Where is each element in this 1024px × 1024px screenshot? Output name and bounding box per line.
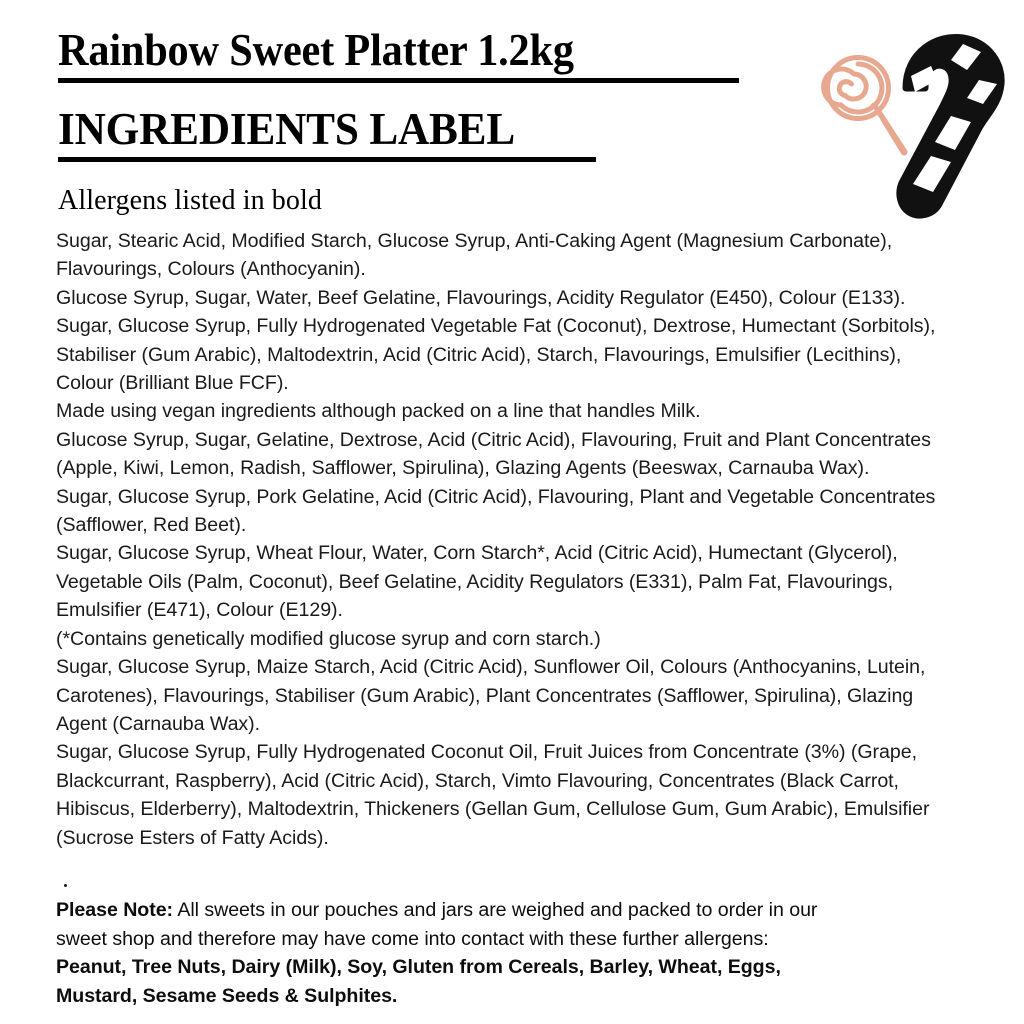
- candy-cane-icon: [900, 37, 1001, 215]
- section-title: INGREDIENTS LABEL: [58, 103, 515, 154]
- ingredient-line: (Apple, Kiwi, Lemon, Radish, Safflower, Spirulina), Glazing Agents (Beeswax, Carnauba Wax).: [56, 457, 870, 480]
- candy-artwork: [811, 22, 1016, 227]
- ingredient-line: (Sucrose Esters of Fatty Acids).: [56, 826, 329, 849]
- lollipop-icon: [824, 58, 904, 155]
- ingredients-text-block: [56, 227, 1000, 852]
- ingredient-line: Sugar, Glucose Syrup, Fully Hydrogenated Coconut Oil, Fruit Juices from Concentrate (3%) (Grape,: [56, 741, 917, 764]
- please-note-body-1: All sweets in our pouches and jars are weighed and packed to order in our: [173, 899, 818, 921]
- please-note-line-1: [56, 896, 1000, 925]
- ingredient-line: Sugar, Glucose Syrup, Pork Gelatine, Acid (Citric Acid), Flavouring, Plant and Vegetable Concentrates: [56, 485, 936, 508]
- allergen-notice-subtitle: Allergens listed in bold: [58, 185, 322, 216]
- page-title: Rainbow Sweet Platter 1.2kg: [58, 25, 574, 75]
- title-underline-primary: [58, 78, 739, 83]
- title-underline-secondary: [58, 157, 596, 162]
- ingredient-line: Flavourings, Colours (Anthocyanin).: [56, 258, 366, 281]
- ingredient-line: Sugar, Glucose Syrup, Fully Hydrogenated Vegetable Fat (Coconut), Dextrose, Humectant (Sorbitols),: [56, 315, 936, 338]
- ingredient-line: Blackcurrant, Raspberry), Acid (Citric Acid), Starch, Vimto Flavouring, Concentrates (Black Carrot,: [56, 769, 899, 792]
- label-header: [58, 24, 798, 218]
- ingredient-line: (Safflower, Red Beet).: [56, 514, 247, 537]
- ingredient-line: Hibiscus, Elderberry), Maltodextrin, Thickeners (Gellan Gum, Cellulose Gum, Gum Arabic), Emulsifier: [56, 798, 930, 821]
- ingredient-line: Glucose Syrup, Sugar, Water, Beef Gelatine, Flavourings, Acidity Regulator (E450), Colour (E133).: [56, 286, 906, 309]
- ingredient-line: Vegetable Oils (Palm, Coconut), Beef Gelatine, Acidity Regulators (E331), Palm Fat, Flavourings,: [56, 570, 894, 593]
- ingredient-line: Made using vegan ingredients although packed on a line that handles Milk.: [56, 400, 701, 423]
- ingredient-line: Agent (Carnauba Wax).: [56, 712, 261, 735]
- ingredient-line: Emulsifier (E471), Colour (E129).: [56, 599, 343, 622]
- please-note-block: [56, 896, 1000, 1010]
- ingredient-line: Sugar, Glucose Syrup, Wheat Flour, Water, Corn Starch*, Acid (Citric Acid), Humectant (Glycerol),: [56, 542, 898, 565]
- ingredient-line: Sugar, Glucose Syrup, Maize Starch, Acid (Citric Acid), Sunflower Oil, Colours (Anthocyanins, Lutein,: [56, 656, 926, 679]
- further-allergens-line-1: Peanut, Tree Nuts, Dairy (Milk), Soy, Gluten from Cereals, Barley, Wheat, Eggs,: [56, 956, 781, 979]
- further-allergens-line-2: Mustard, Sesame Seeds & Sulphites.: [56, 984, 398, 1007]
- ingredient-line: Sugar, Stearic Acid, Modified Starch, Glucose Syrup, Anti-Caking Agent (Magnesium Carbonate),: [56, 230, 893, 252]
- ingredient-line: Carotenes), Flavourings, Stabiliser (Gum Arabic), Plant Concentrates (Safflower, Spirulina), Glazing: [56, 684, 914, 707]
- ingredient-line: Glucose Syrup, Sugar, Gelatine, Dextrose, Acid (Citric Acid), Flavouring, Fruit and Plant Concentrates: [56, 428, 931, 451]
- please-note-label: Please Note:: [56, 899, 174, 921]
- stray-dot-artifact: [64, 884, 67, 887]
- ingredient-line: (*Contains genetically modified glucose syrup and corn starch.): [56, 627, 601, 650]
- ingredient-line: Colour (Brilliant Blue FCF).: [56, 372, 289, 395]
- please-note-line-2: sweet shop and therefore may have come into contact with these further allergens:: [56, 927, 769, 950]
- ingredient-line: Stabiliser (Gum Arabic), Maltodextrin, Acid (Citric Acid), Starch, Flavourings, Emulsifier (Lecithins),: [56, 343, 902, 366]
